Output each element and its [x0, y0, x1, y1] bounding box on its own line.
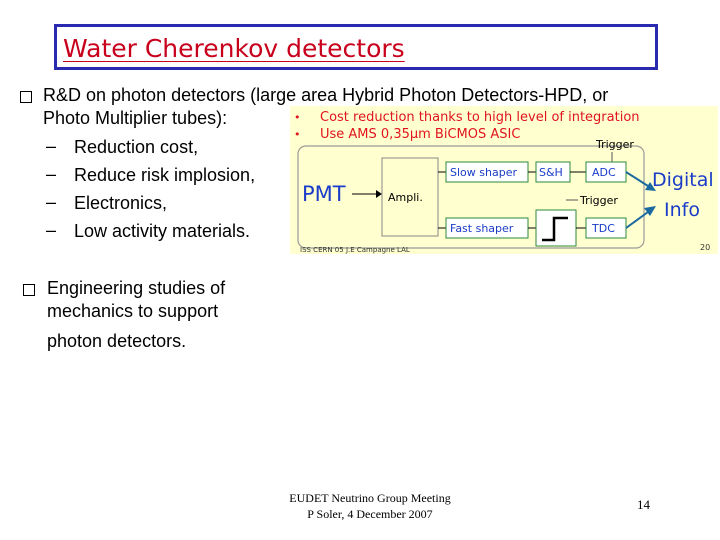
diagram-svg	[290, 106, 718, 254]
digital-label: Digital	[652, 169, 714, 191]
ampli-label: Ampli.	[388, 191, 423, 204]
fast-shaper-label: Fast shaper	[450, 222, 514, 235]
subitem-3: Electronics,	[74, 193, 168, 213]
bullet-square-icon	[20, 91, 32, 103]
bullet-1-line-1: R&D on photon detectors (large area Hybrid Photon Detectors-HPD, or	[43, 85, 609, 105]
bullet-2-line-3: photon detectors.	[47, 331, 187, 351]
footer-line-2: P Soler, 4 December 2007	[307, 507, 433, 521]
bullet-2-line-2: mechanics to support	[47, 301, 219, 321]
adc-output-arrow	[626, 172, 648, 186]
bullet-1-line-2: Photo Multiplier tubes):	[43, 108, 228, 128]
bullet-square-icon	[23, 284, 35, 296]
bullet-2-line-1: Engineering studies of	[47, 278, 226, 298]
fig-bullet-2: Use AMS 0,35µm BiCMOS ASIC	[320, 127, 521, 142]
slow-shaper-label: Slow shaper	[450, 166, 517, 179]
red-bullet-dot: •	[294, 128, 301, 141]
footer-line-1: EUDET Neutrino Group Meeting	[289, 491, 451, 505]
page-number: 14	[637, 497, 650, 512]
fig-bullet-1: Cost reduction thanks to high level of integration	[320, 110, 640, 125]
dash-bullet-icon: –	[46, 192, 57, 212]
tdc-output-arrow	[626, 212, 648, 228]
tdc-label: TDC	[592, 222, 615, 235]
trigger-top-label: Trigger	[596, 138, 634, 151]
trigger-mid-label: Trigger	[580, 194, 618, 207]
red-bullet-dot: •	[294, 111, 301, 124]
dash-bullet-icon: –	[46, 136, 57, 156]
figure-credit: ISS CERN 05 J.E Campagne LAL	[300, 246, 410, 254]
subitem-2: Reduce risk implosion,	[74, 165, 256, 185]
info-label: Info	[664, 199, 700, 221]
dash-bullet-icon: –	[46, 164, 57, 184]
pmt-electronics-diagram	[290, 106, 718, 254]
sh-label: S&H	[539, 166, 563, 179]
dash-bullet-icon: –	[46, 220, 57, 240]
arrowhead	[376, 190, 382, 198]
subitem-4: Low activity materials.	[74, 221, 251, 241]
slide-title: Water Cherenkov detectors	[63, 34, 405, 63]
subitem-1: Reduction cost,	[74, 137, 199, 157]
title-box	[54, 24, 658, 70]
figure-page: 20	[700, 243, 711, 252]
adc-label: ADC	[592, 166, 616, 179]
pmt-label: PMT	[302, 182, 346, 206]
footer	[265, 490, 475, 522]
